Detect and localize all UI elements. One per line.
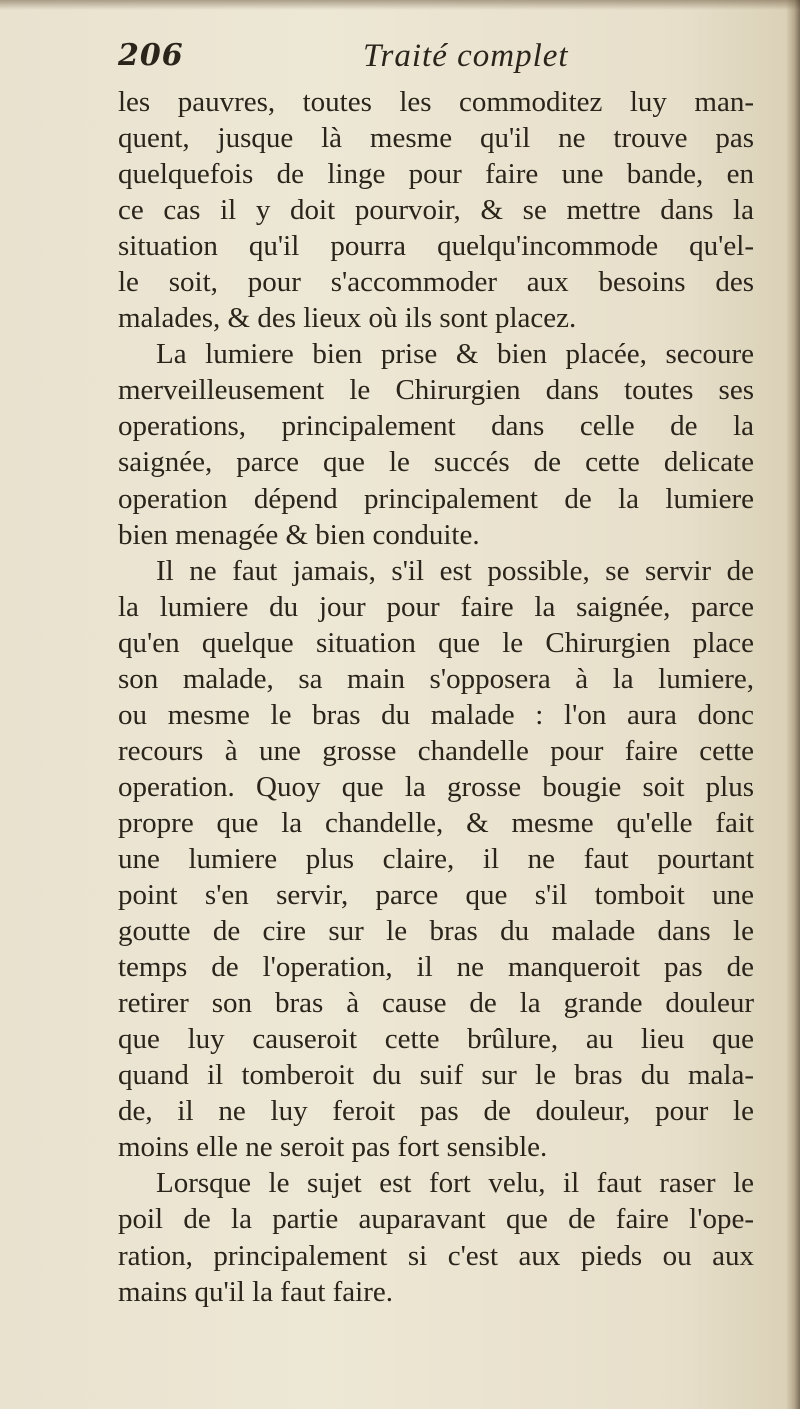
paragraph-start-line: Il ne faut jamais, s'il est possible, se servir de bbox=[156, 554, 754, 587]
text-line: mains qu'il la faut faire. bbox=[118, 1275, 393, 1308]
paragraph-start-line: Lorsque le sujet est fort velu, il faut raser le bbox=[156, 1167, 754, 1200]
text-line: recours à une grosse chandelle pour faire cette bbox=[118, 734, 754, 767]
text-line: operation. Quoy que la grosse bougie soit plus bbox=[118, 770, 754, 803]
text-line: une lumiere plus claire, il ne faut pourtant bbox=[118, 842, 754, 875]
text-line: malades, & des lieux où ils sont placez. bbox=[118, 302, 577, 335]
text-line: ration, principalement si c'est aux pieds ou aux bbox=[118, 1239, 754, 1272]
text-line: moins elle ne seroit pas fort sensible. bbox=[118, 1131, 548, 1164]
text-line: goutte de cire sur le bras du malade dans le bbox=[118, 915, 754, 948]
page-top-shadow bbox=[0, 0, 800, 10]
text-line: quand il tomberoit du suif sur le bras du mala- bbox=[118, 1059, 754, 1092]
text-line: point s'en servir, parce que s'il tomboit une bbox=[118, 879, 754, 912]
page-number: 206 bbox=[118, 38, 184, 73]
text-line: ce cas il y doit pourvoir, & se mettre dans la bbox=[118, 194, 754, 227]
text-line: saignée, parce que le succés de cette delicate bbox=[118, 446, 754, 479]
text-line: que luy causeroit cette brûlure, au lieu que bbox=[118, 1023, 754, 1056]
text-line: le soit, pour s'accommoder aux besoins des bbox=[118, 266, 754, 299]
text-line: ou mesme le bras du malade : l'on aura donc bbox=[118, 698, 754, 731]
running-head: Traité complet bbox=[363, 38, 569, 74]
body-text bbox=[118, 84, 754, 1310]
text-line: de, il ne luy feroit pas de douleur, pour le bbox=[118, 1095, 754, 1128]
page-header bbox=[118, 38, 758, 82]
text-line: son malade, sa main s'opposera à la lumiere, bbox=[118, 662, 754, 695]
text-line: retirer son bras à cause de la grande douleur bbox=[118, 987, 754, 1020]
text-line: operation dépend principalement de la lumiere bbox=[118, 482, 754, 515]
text-line: situation qu'il pourra quelqu'incommode qu'el- bbox=[118, 230, 754, 263]
text-line: les pauvres, toutes les commoditez luy man- bbox=[118, 86, 754, 118]
text-line: la lumiere du jour pour faire la saignée, parce bbox=[118, 590, 754, 623]
text-line: quent, jusque là mesme qu'il ne trouve pas bbox=[118, 122, 754, 155]
page-gutter-shadow bbox=[786, 0, 800, 1409]
text-line: propre que la chandelle, & mesme qu'elle fait bbox=[118, 806, 754, 839]
text-line: quelquefois de linge pour faire une bande, en bbox=[118, 158, 754, 191]
text-line: merveilleusement le Chirurgien dans toutes ses bbox=[118, 374, 754, 407]
text-line: qu'en quelque situation que le Chirurgien place bbox=[118, 626, 754, 659]
paragraph-start-line: La lumiere bien prise & bien placée, secoure bbox=[156, 338, 754, 371]
text-line: operations, principalement dans celle de la bbox=[118, 410, 754, 443]
text-line: temps de l'operation, il ne manqueroit pas de bbox=[118, 951, 754, 984]
text-line: poil de la partie auparavant que de faire l'ope- bbox=[118, 1203, 754, 1236]
text-line: bien menagée & bien conduite. bbox=[118, 518, 480, 551]
